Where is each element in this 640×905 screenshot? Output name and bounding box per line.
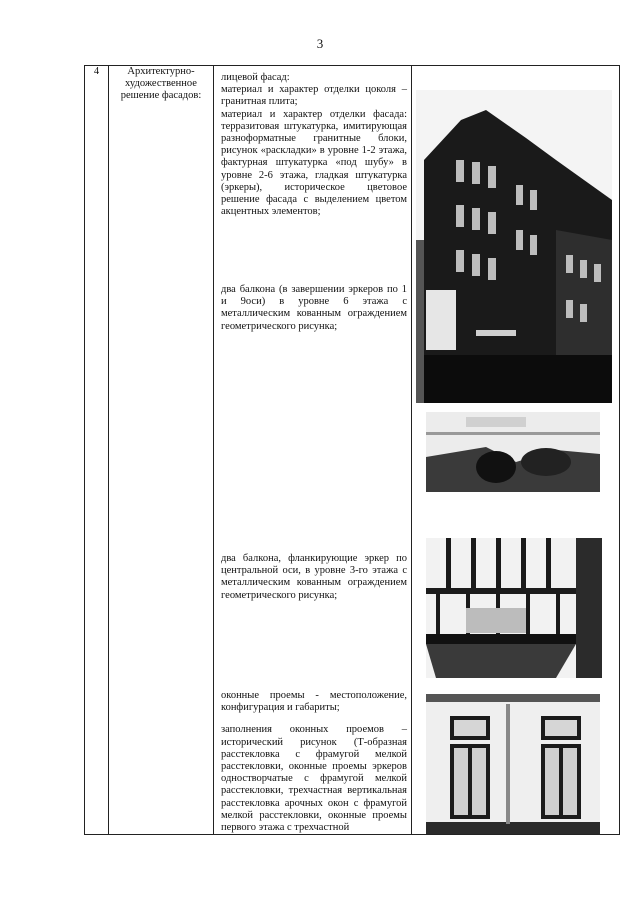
page-number: 3 bbox=[316, 36, 324, 51]
plinth-finish-text: материал и характер отделки цоколя – гранитная плита; bbox=[221, 84, 407, 108]
balconies-6-block bbox=[221, 284, 407, 333]
balcony-3rd-floor-photo bbox=[426, 538, 602, 678]
facade-heading: лицевой фасад: bbox=[221, 72, 290, 83]
window-openings-text: оконные проемы - местоположение, конфигурация и габариты; bbox=[221, 690, 407, 714]
table-row bbox=[85, 66, 620, 835]
balconies-6-text: два балкона (в завершении эркеров по 1 и 9оси) в уровне 6 этажа с металлическим кованным ограждением геометрического рисунка; bbox=[221, 284, 407, 332]
description-cell bbox=[214, 66, 412, 835]
windows-block bbox=[221, 690, 407, 834]
facade-block bbox=[221, 72, 407, 218]
document-table bbox=[84, 65, 620, 835]
window-fill-text: заполнения оконных проемов – исторический рисунок (Т-образная расстекловка с фрамугой мелкой расстекловки, оконные проемы эркеров одностворчатые с фрамугой мелкой расстекловки, трехчастная вертикальная расстекловка арочных окон с фрамугой мелкой расстекловки, оконные проемы первого этажа с трехчастной bbox=[221, 724, 407, 834]
row-number: 4 bbox=[85, 66, 109, 835]
facade-finish-text: материал и характер отделки фасада: терразитовая штукатурка, имитирующая разноформатные гранитные блоки, рисунок «раскладки» в уровне 1-2 этажа, фактурная штукатурка «под шубу» в уровне 2-6 этажа, гладкая штукатурка (эркеры), историческое цветовое решение фасада с выделением цветом акцентных элементов; bbox=[221, 108, 407, 218]
window-frames-photo bbox=[426, 694, 600, 834]
building-facade-photo bbox=[416, 90, 612, 403]
balconies-3-text: два балкона, фланкирующие эркер по центральной оси, в уровне 3-го этажа с металлическим кованным ограждением геометрического рисунка; bbox=[221, 553, 407, 601]
balconies-3-block bbox=[221, 553, 407, 602]
balcony-detail-photo bbox=[426, 412, 600, 492]
row-title: Архитектурно-художественное решение фасадов: bbox=[109, 66, 214, 835]
photo-cell bbox=[412, 66, 620, 835]
